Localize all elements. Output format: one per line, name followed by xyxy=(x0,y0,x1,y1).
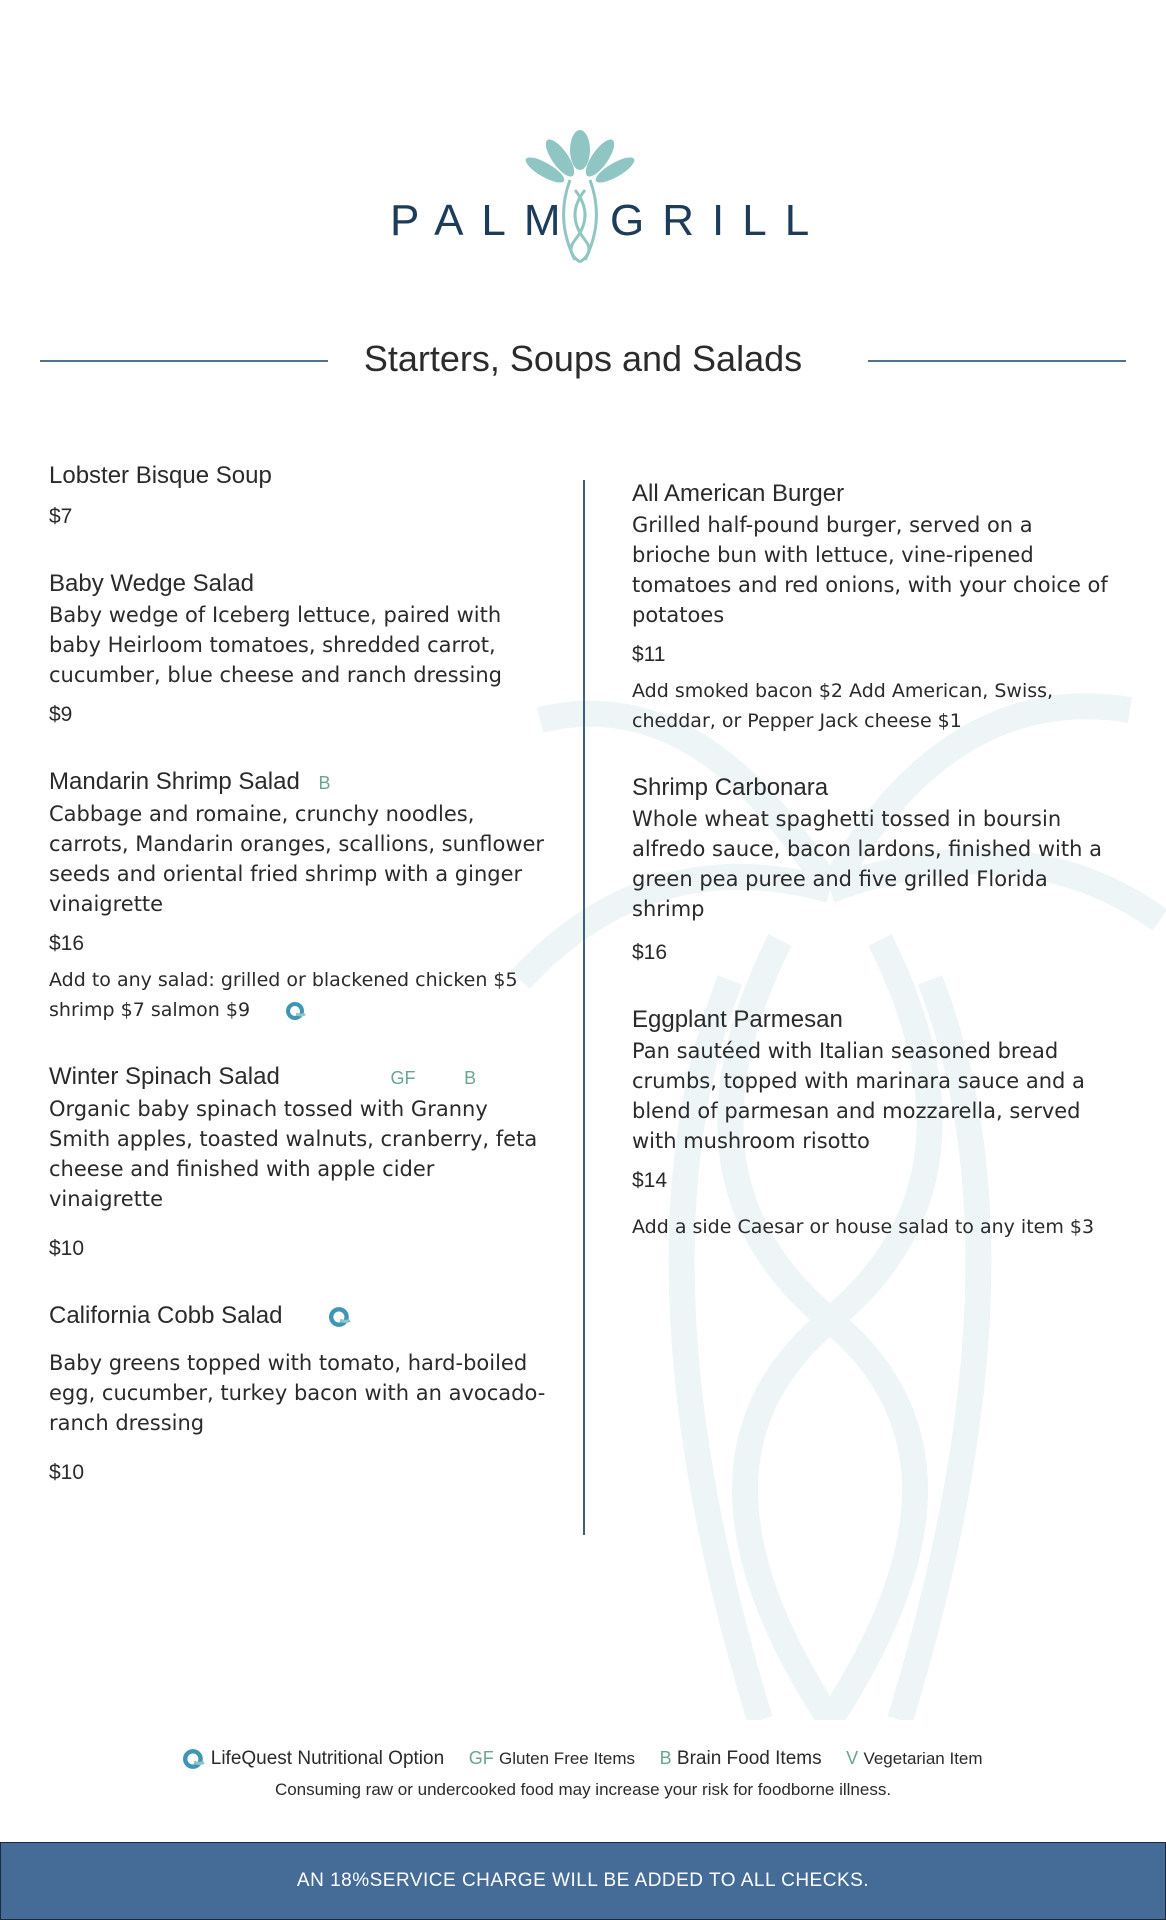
item-price: $11 xyxy=(632,643,666,666)
item-description: Baby greens topped with tomato, hard-boiled egg, cucumber, turkey bacon with an avocado-ranch dressing xyxy=(49,1351,546,1435)
item-name-row xyxy=(49,1300,549,1332)
gluten-free-tag: GF xyxy=(390,1068,416,1088)
item-price: $14 xyxy=(632,1169,668,1192)
legend-gf-label: Gluten Free Items xyxy=(499,1749,636,1768)
addon-text: Add to any salad: grilled or blackened chicken $5 shrimp $7 salmon $9 xyxy=(49,969,518,1021)
section-title: Starters, Soups and Salads xyxy=(363,338,803,379)
item-price: $16 xyxy=(49,932,85,955)
item-description: Baby wedge of Iceberg lettuce, paired with baby Heirloom tomatoes, shredded carrot, cucumber, blue cheese and ranch dressing xyxy=(49,603,503,687)
item-price: $10 xyxy=(49,1461,85,1484)
item-price: $16 xyxy=(632,941,668,964)
item-addon: Add a side Caesar or house salad to any item $3 xyxy=(632,1216,1095,1238)
lifequest-icon xyxy=(329,1307,351,1327)
item-name: All American Burger xyxy=(632,480,845,507)
menu-item xyxy=(632,478,1112,736)
menu-item xyxy=(49,766,549,1025)
item-addon: Add smoked bacon $2 Add American, Swiss, cheddar, or Pepper Jack cheese $1 xyxy=(632,680,1054,732)
item-name: Winter Spinach Salad xyxy=(49,1063,280,1090)
item-description: Pan sautéed with Italian seasoned bread crumbs, topped with marinara sauce and a blend of parmesan and mozzarella, served with mushroom risotto xyxy=(632,1039,1085,1153)
item-description: Whole wheat spaghetti tossed in boursin alfredo sauce, bacon lardons, finished with a green pea puree and five grilled Florida shrimp xyxy=(632,807,1102,921)
item-name: Baby Wedge Salad xyxy=(49,570,255,597)
legend-v-label: Vegetarian Item xyxy=(863,1749,983,1768)
menu-item xyxy=(632,772,1112,968)
brand-word-palm: PALM xyxy=(390,196,579,245)
legend xyxy=(0,1748,1166,1770)
right-menu-column xyxy=(632,478,1112,1278)
column-divider xyxy=(583,480,585,1535)
item-addon xyxy=(49,965,549,1025)
legend-lifequest-label: LifeQuest Nutritional Option xyxy=(210,1748,445,1769)
item-name: Lobster Bisque Soup xyxy=(49,462,272,489)
lifequest-icon xyxy=(183,1749,205,1769)
brain-food-tag: B xyxy=(464,1068,477,1088)
menu-item xyxy=(49,1061,549,1264)
left-menu-column xyxy=(49,460,549,1524)
service-charge-banner xyxy=(0,1842,1166,1920)
brand-word-grill: GRILL xyxy=(610,196,828,245)
brain-food-tag: B xyxy=(318,773,331,793)
item-price: $7 xyxy=(49,505,73,528)
legend-b-label: Brain Food Items xyxy=(676,1748,822,1769)
legend-gf-code: GF xyxy=(468,1748,494,1768)
item-description: Cabbage and romaine, crunchy noodles, carrots, Mandarin oranges, scallions, sunflower seeds and oriental fried shrimp with a ginger vinaigrette xyxy=(49,802,545,916)
item-name: Eggplant Parmesan xyxy=(632,1006,843,1033)
menu-item xyxy=(49,568,549,730)
item-price: $10 xyxy=(49,1237,85,1260)
lifequest-icon xyxy=(286,1002,306,1020)
item-name: Mandarin Shrimp Salad xyxy=(49,768,300,795)
service-charge-text: AN 18%SERVICE CHARGE WILL BE ADDED TO ALL CHECKS. xyxy=(296,1870,870,1891)
legend-v-code: V xyxy=(846,1748,859,1768)
menu-item xyxy=(49,1300,549,1488)
food-safety-notice: Consuming raw or undercooked food may increase your risk for foodborne illness. xyxy=(274,1780,892,1799)
item-name: California Cobb Salad xyxy=(49,1302,283,1329)
menu-item xyxy=(49,460,549,532)
item-name-row xyxy=(49,766,549,799)
legend-b-code: B xyxy=(659,1748,672,1768)
item-price: $9 xyxy=(49,703,73,726)
item-description: Organic baby spinach tossed with Granny Smith apples, toasted walnuts, cranberry, feta cheese and finished with apple cider vinaigrette xyxy=(49,1097,538,1211)
item-name: Shrimp Carbonara xyxy=(632,774,829,801)
item-description: Grilled half-pound burger, served on a brioche bun with lettuce, vine-ripened tomatoes and red onions, with your choice of potatoes xyxy=(632,513,1108,627)
menu-item xyxy=(632,1004,1112,1242)
item-name-row xyxy=(49,1061,549,1094)
